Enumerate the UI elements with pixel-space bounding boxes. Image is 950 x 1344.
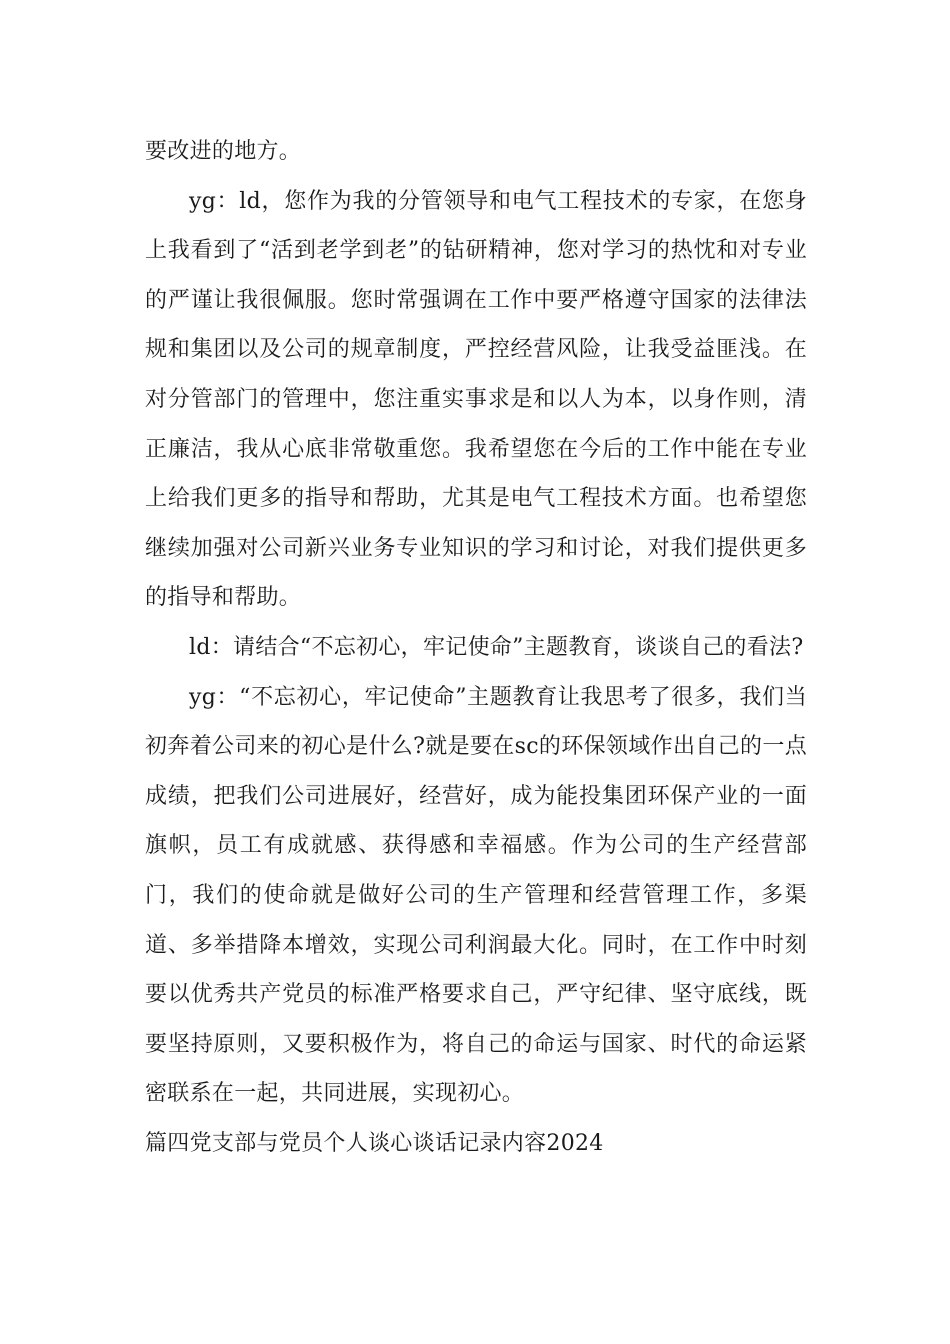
paragraph-continuation: 要改进的地方。: [145, 139, 302, 164]
paragraph-leader-question: ld：请结合“不忘初心，牢记使命”主题教育，谈谈自己的看法?: [189, 634, 804, 660]
paragraph-employee-answer: yg：“不忘初心，牢记使命”主题教育让我思考了很多，我们当初奔着公司来的初心是什么?就是要在sc的环保领域作出自己的一点成绩，把我们公司进展好，经营好，成为能投集团环保产业的一面旗帜，员工有成就感、获得感和幸福感。作为公司的生产经营部门，我们的使命就是做好公司的生产管理和经营管理工作，多渠道、多举措降本增效，实现公司利润最大化。同时，在工作中时刻要以优秀共产党员的标准严格要求自己，严守纪律、坚守底线，既要坚持原则，又要积极作为，将自己的命运与国家、时代的命运紧密联系在一起，共同进展，实现初心。: [145, 684, 807, 1107]
paragraph-employee-reply: yg：ld，您作为我的分管领导和电气工程技术的专家，在您身上我看到了“活到老学到老”的钻研精神，您对学习的热忱和对专业的严谨让我很佩服。您时常强调在工作中要严格遵守国家的法律法规和集团以及公司的规章制度，严控经营风险，让我受益匪浅。在对分管部门的管理中，您注重实事求是和以人为本，以身作则，清正廉洁，我从心底非常敬重您。我希望您在今后的工作中能在专业上给我们更多的指导和帮助，尤其是电气工程技术方面。也希望您继续加强对公司新兴业务专业知识的学习和讨论，对我们提供更多的指导和帮助。: [145, 188, 807, 611]
document-body: [145, 127, 807, 1168]
section-heading: 篇四党支部与党员个人谈心谈话记录内容2024: [145, 1130, 604, 1156]
